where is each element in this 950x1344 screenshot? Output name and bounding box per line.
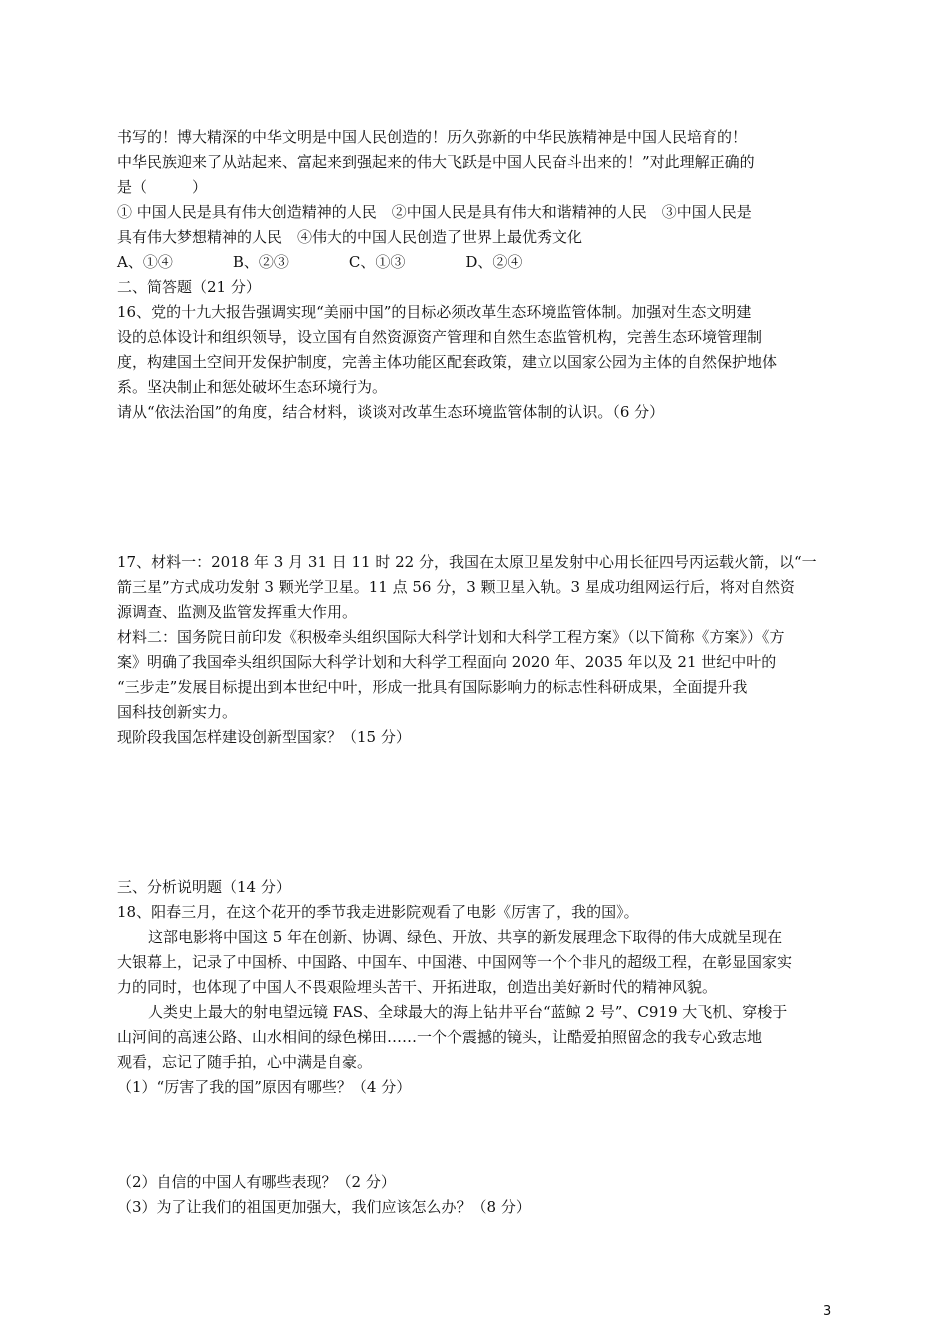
q17-text-line: 材料二：国务院日前印发《积极牵头组织国际大科学计划和大科学工程方案》（以下简称《方案》）《方	[117, 628, 785, 646]
q15-answer-choices: A、①④ B、②③ C、①③ D、②④	[117, 253, 523, 271]
q18-subquestion-2: （2）自信的中国人有哪些表现？（2 分）	[117, 1173, 396, 1191]
q16-question: 请从“依法治国”的角度，结合材料，谈谈对改革生态环境监管体制的认识。（6 分）	[117, 403, 665, 421]
page-number: 3	[823, 1304, 832, 1319]
q17-question: 现阶段我国怎样建设创新型国家？（15 分）	[117, 728, 411, 746]
q18-text-line: 大银幕上，记录了中国桥、中国路、中国车、中国港、中国网等一个个非凡的超级工程，在彰显国家实	[117, 953, 793, 971]
q18-subquestion-1: （1）“厉害了我的国”原因有哪些？（4 分）	[117, 1078, 412, 1096]
q15-options-line: ① 中国人民是具有伟大创造精神的人民 ②中国人民是具有伟大和谐精神的人民 ③中国人民是	[117, 203, 752, 221]
q16-text-line: 度，构建国土空间开发保护制度，完善主体功能区配套政策，建立以国家公园为主体的自然保护地体	[117, 353, 778, 371]
q15-text-line: 中华民族迎来了从站起来、富起来到强起来的伟大飞跃是中国人民奋斗出来的！”对此理解正确的	[117, 153, 755, 171]
q16-text-line: 16、党的十九大报告强调实现“美丽中国”的目标必须改革生态环境监管体制。加强对生态文明建	[117, 303, 752, 321]
q16-text-line: 设的总体设计和组织领导，设立国有自然资源资产管理和自然生态监管机构，完善生态环境管理制	[117, 328, 763, 346]
section-heading: 二、简答题（21 分）	[117, 278, 261, 296]
q17-text-line: 17、材料一：2018 年 3 月 31 日 11 时 22 分，我国在太原卫星发射中心用长征四号丙运载火箭，以“一	[117, 553, 817, 571]
q18-text-line: 力的同时，也体现了中国人不畏艰险埋头苦干、开拓进取，创造出美好新时代的精神风貌。	[117, 978, 718, 996]
q17-text-line: 源调查、监测及监管发挥重大作用。	[117, 603, 358, 621]
q17-text-line: “三步走”发展目标提出到本世纪中叶，形成一批具有国际影响力的标志性科研成果，全面提升我	[117, 678, 748, 696]
q15-text-line: 是（ ）	[117, 178, 208, 196]
q18-text-line: 山河间的高速公路、山水相间的绿色梯田……一个个震撼的镜头，让酷爱拍照留念的我专心致志地	[117, 1028, 763, 1046]
q17-text-line: 箭三星”方式成功发射 3 颗光学卫星。11 点 56 分，3 颗卫星入轨。3 星成功组网运行后，将对自然资	[117, 578, 795, 596]
q18-text-line: 这部电影将中国这 5 年在创新、协调、绿色、开放、共享的新发展理念下取得的伟大成就呈现在	[148, 928, 783, 946]
q17-text-line: 案》明确了我国牵头组织国际大科学计划和大科学工程面向 2020 年、2035 年以及 21 世纪中叶的	[117, 653, 777, 671]
q18-text-line: 人类史上最大的射电望远镜 FAS、全球最大的海上钻井平台“蓝鲸 2 号”、C919 大飞机、穿梭于	[148, 1003, 788, 1021]
q17-text-line: 国科技创新实力。	[117, 703, 238, 721]
q15-options-line: 具有伟大梦想精神的人民 ④伟大的中国人民创造了世界上最优秀文化	[117, 228, 583, 246]
q18-text-line: 观看，忘记了随手拍，心中满是自豪。	[117, 1053, 373, 1071]
q18-text-line: 18、阳春三月，在这个花开的季节我走进影院观看了电影《厉害了，我的国》。	[117, 903, 639, 921]
q16-text-line: 系。坚决制止和惩处破坏生态环境行为。	[117, 378, 388, 396]
section-heading: 三、分析说明题（14 分）	[117, 878, 291, 896]
q15-text-line: 书写的！博大精深的中华文明是中国人民创造的！历久弥新的中华民族精神是中国人民培育的！	[117, 128, 748, 146]
q18-subquestion-3: （3）为了让我们的祖国更加强大，我们应该怎么办？（8 分）	[117, 1198, 531, 1216]
